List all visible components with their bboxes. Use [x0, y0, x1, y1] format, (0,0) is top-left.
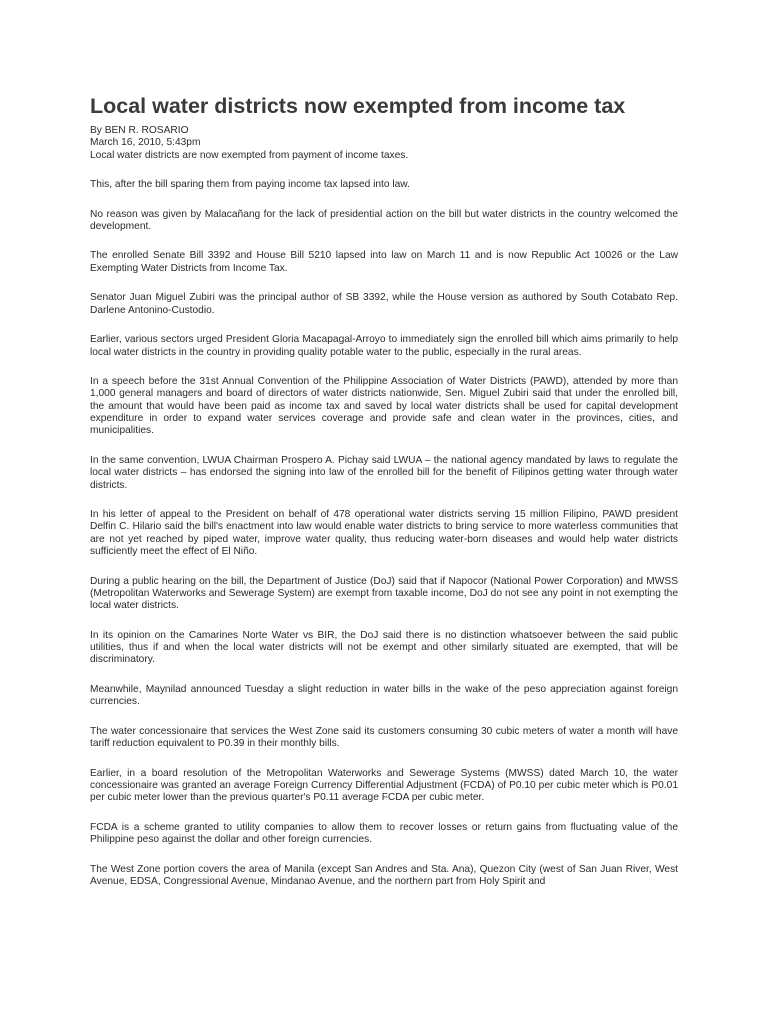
article-paragraph: Earlier, in a board resolution of the Metropolitan Waterworks and Sewerage Systems (MWSS) dated March 10, the water concessionaire was granted an average Foreign Currency Differential Adjustment (FCDA) of P0.10 per cubic meter which is P0.01 per cubic meter lower than the previous quarter's P0.11 average FCDA per cubic meter.: [90, 767, 678, 804]
article-paragraph: The enrolled Senate Bill 3392 and House Bill 5210 lapsed into law on March 11 and is now Republic Act 10026 or the Law Exempting Water Districts from Income Tax.: [90, 250, 678, 274]
article-paragraph: Senator Juan Miguel Zubiri was the principal author of SB 3392, while the House version as authored by South Cotabato Rep. Darlene Antonino-Custodio.: [90, 292, 678, 316]
article-lead: Local water districts are now exempted from payment of income taxes.: [90, 149, 409, 161]
article-title: Local water districts now exempted from income tax: [90, 94, 626, 118]
article-paragraph: The West Zone portion covers the area of Manila (except San Andres and Sta. Ana), Quezon City (west of San Juan River, West Avenue, EDSA, Congressional Avenue, Mindanao Avenue, and the northern part from Holy Spirit and: [90, 863, 678, 888]
article-paragraph: In a speech before the 31st Annual Convention of the Philippine Association of Water Districts (PAWD), attended by more than 1,000 general managers and board of directors of water districts nationwide, Sen. Miguel Zubiri said that under the enrolled bill, the amount that would have been paid as income tax and saved by local water districts shall be used for capital development expenditure in order to expand water services coverage and provide safe and clean water in the provinces, cities, and municipalities.: [90, 376, 678, 437]
article-paragraph: Earlier, various sectors urged President Gloria Macapagal-Arroyo to immediately sign the enrolled bill which aims primarily to help local water districts in the country in providing quality potable water to the public, especially in the rural areas.: [90, 334, 678, 358]
document-page: [90, 0, 678, 1024]
article-dateline: March 16, 2010, 5:43pm: [90, 137, 201, 149]
article-paragraph: This, after the bill sparing them from paying income tax lapsed into law.: [90, 179, 410, 190]
article-paragraph: In its opinion on the Camarines Norte Water vs BIR, the DoJ said there is no distinction whatsoever between the said public utilities, thus if and when the local water districts will not be exempt and other similarly situated are exempted, that will be discriminatory.: [90, 629, 678, 666]
article-paragraph: In his letter of appeal to the President on behalf of 478 operational water districts serving 15 million Filipino, PAWD president Delfin C. Hilario said the bill's enactment into law would enable water districts to bring service to more waterless communities that are not yet reached by piped water, improve water quality, thus reducing water-born diseases and would help water districts sufficiently meet the effect of El Niño.: [90, 509, 678, 558]
article-paragraph: Meanwhile, Maynilad announced Tuesday a slight reduction in water bills in the wake of the peso appreciation against foreign currencies.: [90, 683, 678, 708]
article-paragraph: FCDA is a scheme granted to utility companies to allow them to recover losses or return gains from fluctuating value of the Philippine peso against the dollar and other foreign currencies.: [90, 821, 678, 846]
article-paragraph: The water concessionaire that services the West Zone said its customers consuming 30 cubic meters of water a month will have tariff reduction equivalent to P0.39 in their monthly bills.: [90, 725, 678, 750]
article-paragraph: No reason was given by Malacañang for the lack of presidential action on the bill but water districts in the country welcomed the development.: [90, 208, 678, 232]
article-paragraph: During a public hearing on the bill, the Department of Justice (DoJ) said that if Napocor (National Power Corporation) and MWSS (Metropolitan Waterworks and Sewerage System) are exempt from taxable income, DoJ do not see any point in not exempting the local water districts.: [90, 575, 678, 612]
article-meta: [90, 125, 678, 162]
article-byline: By BEN R. ROSARIO: [90, 125, 189, 136]
article-paragraph: In the same convention, LWUA Chairman Prospero A. Pichay said LWUA – the national agency mandated by laws to regulate the local water districts – has endorsed the signing into law of the enrolled bill for the benefit of Filipinos getting water through water districts.: [90, 454, 678, 491]
article-body: [90, 179, 678, 906]
